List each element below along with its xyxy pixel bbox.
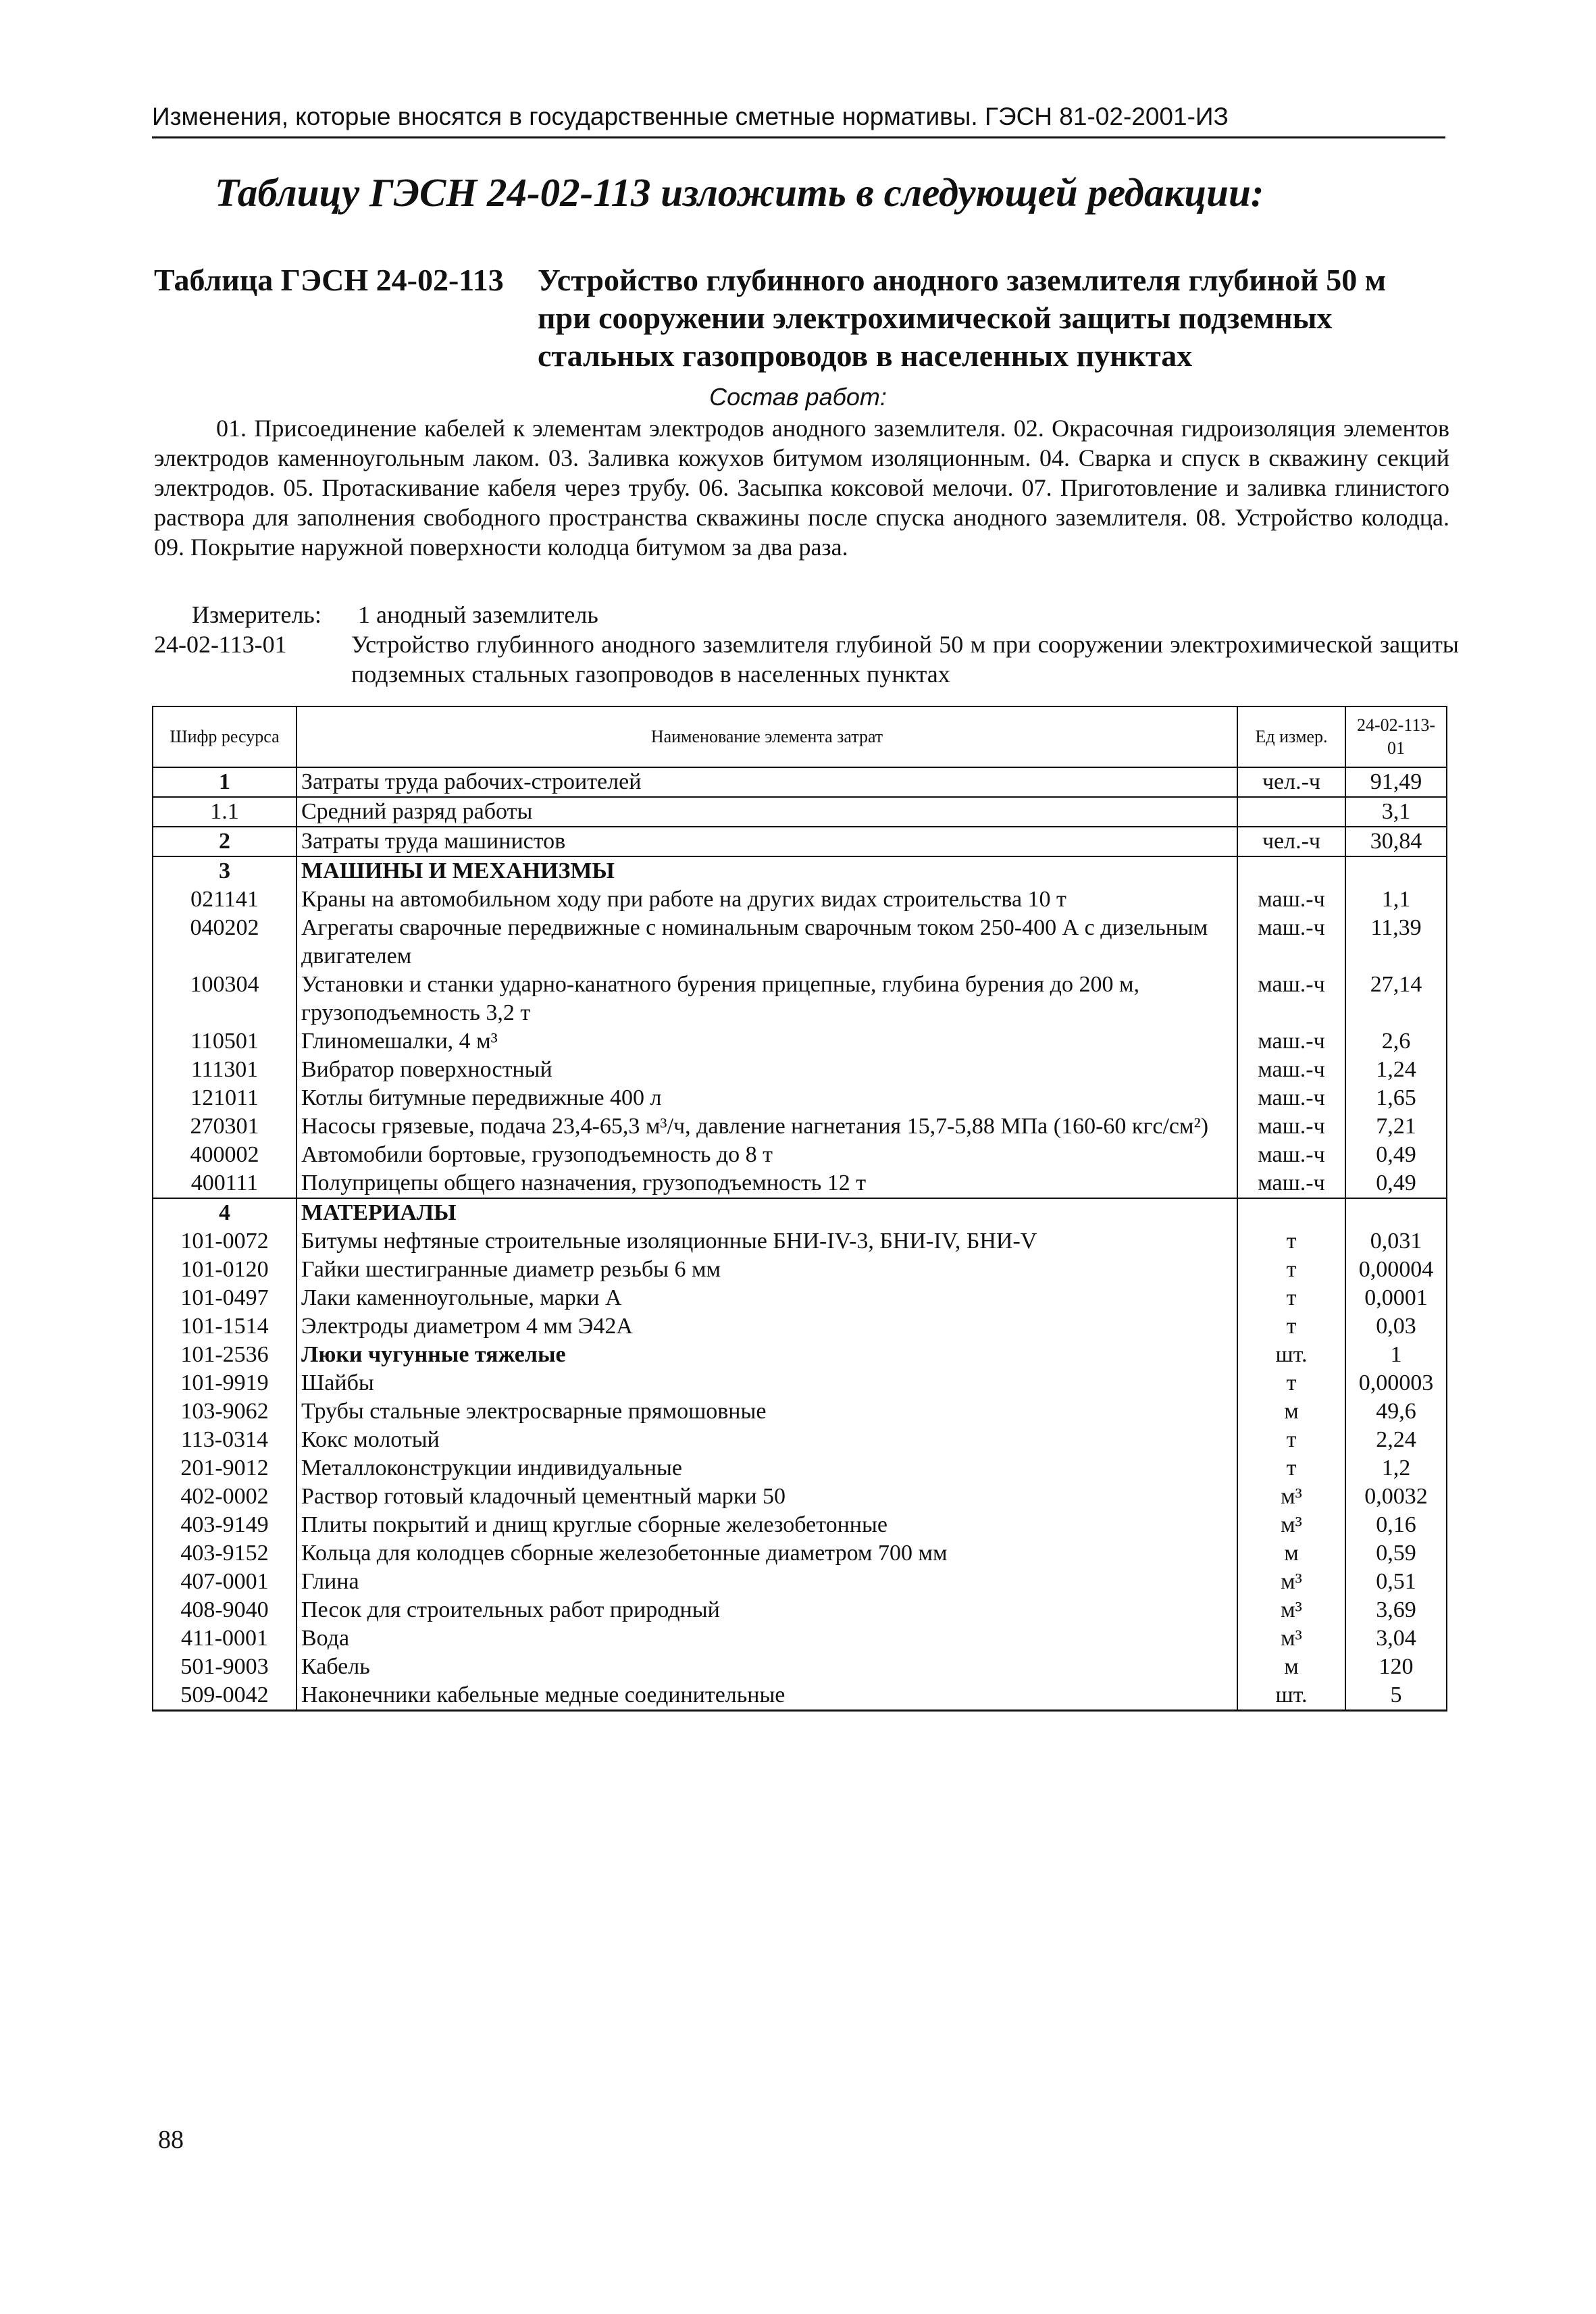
cell-value: 7,21: [1345, 1112, 1447, 1141]
table-title-text: [538, 261, 1449, 375]
cell-unit: [1237, 797, 1345, 827]
cell-unit: [1237, 856, 1345, 885]
cell-value: 0,49: [1345, 1141, 1447, 1169]
cell-unit: м³: [1237, 1596, 1345, 1624]
cell-code: 501-9003: [153, 1653, 297, 1681]
cell-code: 402-0002: [153, 1483, 297, 1511]
cell-value: 5: [1345, 1681, 1447, 1711]
cell-code: 270301: [153, 1112, 297, 1141]
table-row: [153, 1112, 1447, 1141]
cell-name: Электроды диаметром 4 мм Э42А: [297, 1312, 1237, 1341]
cell-name: Автомобили бортовые, грузоподъемность до 8 т: [297, 1141, 1237, 1169]
cell-unit: м: [1237, 1653, 1345, 1681]
cell-name: МАШИНЫ И МЕХАНИЗМЫ: [297, 856, 1237, 885]
table-row: [153, 1341, 1447, 1369]
cell-value: 1: [1345, 1341, 1447, 1369]
cell-name: Глина: [297, 1568, 1237, 1596]
cell-name: Кабель: [297, 1653, 1237, 1681]
cell-value: 1,24: [1345, 1056, 1447, 1084]
cell-unit: шт.: [1237, 1341, 1345, 1369]
cell-value: 1,1: [1345, 885, 1447, 914]
cell-name: Средний разряд работы: [297, 797, 1237, 827]
cell-value: 1,65: [1345, 1084, 1447, 1112]
cell-name: Агрегаты сварочные передвижные с номинальным сварочным током 250-400 А с дизельным двигателем: [297, 914, 1237, 971]
cell-value: 120: [1345, 1653, 1447, 1681]
cell-unit: чел.-ч: [1237, 827, 1345, 856]
amendment-heading: Таблицу ГЭСН 24-02-113 изложить в следующей редакции:: [215, 170, 1264, 215]
table-body: [153, 767, 1447, 1711]
cell-code: 411-0001: [153, 1624, 297, 1653]
cell-value: 0,49: [1345, 1169, 1447, 1198]
header-unit: Ед измер.: [1237, 706, 1345, 767]
cell-value: 27,14: [1345, 971, 1447, 1027]
cell-name: Вода: [297, 1624, 1237, 1653]
table-row: [153, 1681, 1447, 1711]
table-row: [153, 885, 1447, 914]
cell-value: 0,03: [1345, 1312, 1447, 1341]
cell-name: Краны на автомобильном ходу при работе на других видах строительства 10 т: [297, 885, 1237, 914]
table-row: [153, 1397, 1447, 1426]
cell-unit: маш.-ч: [1237, 971, 1345, 1027]
table-row: [153, 1056, 1447, 1084]
cell-unit: маш.-ч: [1237, 1112, 1345, 1141]
cell-name: Лаки каменноугольные, марки А: [297, 1284, 1237, 1312]
page-number: 88: [158, 2126, 184, 2154]
cell-code: 040202: [153, 914, 297, 971]
cell-unit: шт.: [1237, 1681, 1345, 1711]
cell-code: 201-9012: [153, 1454, 297, 1483]
cell-unit: т: [1237, 1369, 1345, 1397]
cell-value: 91,49: [1345, 767, 1447, 797]
cell-unit: маш.-ч: [1237, 1084, 1345, 1112]
table-row: [153, 1084, 1447, 1112]
header-name: Наименование элемента затрат: [297, 706, 1237, 767]
table-row: [153, 1653, 1447, 1681]
cell-code: 101-0497: [153, 1284, 297, 1312]
table-section-row: [153, 856, 1447, 885]
cell-unit: т: [1237, 1284, 1345, 1312]
cell-code: 400111: [153, 1169, 297, 1198]
cell-unit: м³: [1237, 1483, 1345, 1511]
composition-text: 01. Присоединение кабелей к элементам электродов анодного заземлителя. 02. Окрасочная гидроизоляция элементов электродов каменноугольным лаком. 03. Заливка кожухов битумом изоляционным. 04. Сварка и спуск в скважину секций электродов. 05. Протаскивание кабеля через трубу. 06. Засыпка коксовой мелочи. 07. Приготовление и заливка глинистого раствора для заполнения свободного пространства скважины после спуска анодного заземлителя. 08. Устройство колодца. 09. Покрытие наружной поверхности колодца битумом за два раза.: [154, 415, 1449, 561]
table-title-label: Таблица ГЭСН 24-02-113: [154, 263, 504, 297]
cell-unit: м: [1237, 1397, 1345, 1426]
cell-name: Котлы битумные передвижные 400 л: [297, 1084, 1237, 1112]
cell-unit: маш.-ч: [1237, 885, 1345, 914]
cell-unit: маш.-ч: [1237, 1027, 1345, 1056]
table-row: [153, 1511, 1447, 1539]
cell-code: 101-9919: [153, 1369, 297, 1397]
cell-unit: [1237, 1198, 1345, 1227]
table-title-line: стальных газопроводов в населенных пунктах: [538, 338, 1193, 373]
table-row: [153, 1027, 1447, 1056]
cell-name: Гайки шестигранные диаметр резьбы 6 мм: [297, 1256, 1237, 1284]
table-section-row: [153, 1198, 1447, 1227]
table-title-line: Устройство глубинного анодного заземлителя глубиной 50 м: [538, 263, 1387, 297]
table-row: [153, 1169, 1447, 1198]
cell-value: [1345, 856, 1447, 885]
header-code: Шифр ресурса: [153, 706, 297, 767]
cell-unit: м³: [1237, 1624, 1345, 1653]
cell-value: 2,6: [1345, 1027, 1447, 1056]
cell-name: Металлоконструкции индивидуальные: [297, 1454, 1237, 1483]
cell-code: 3: [153, 856, 297, 885]
cell-code: 101-0072: [153, 1227, 297, 1256]
cell-name: Песок для строительных работ природный: [297, 1596, 1237, 1624]
table-row: [153, 1369, 1447, 1397]
cell-unit: т: [1237, 1454, 1345, 1483]
cell-code: 4: [153, 1198, 297, 1227]
cell-name: Битумы нефтяные строительные изоляционные БНИ-IV-3, БНИ-IV, БНИ-V: [297, 1227, 1237, 1256]
cell-code: 403-9149: [153, 1511, 297, 1539]
table-title-line: при сооружении электрохимической защиты подземных: [538, 301, 1333, 335]
table-row: [153, 1483, 1447, 1511]
cell-unit: маш.-ч: [1237, 1056, 1345, 1084]
cell-unit: т: [1237, 1227, 1345, 1256]
table-row: [153, 1284, 1447, 1312]
running-header: Изменения, которые вносятся в государственные сметные нормативы. ГЭСН 81-02-2001-ИЗ: [152, 103, 1229, 130]
meter-label: Измеритель:: [192, 601, 321, 628]
cell-unit: м: [1237, 1539, 1345, 1568]
cell-value: 0,59: [1345, 1539, 1447, 1568]
cell-code: 110501: [153, 1027, 297, 1056]
table-row: [153, 1426, 1447, 1454]
norm-description: Устройство глубинного анодного заземлителя глубиной 50 м при сооружении электрохимической защиты подземных стальных газопроводов в населенных пунктах: [351, 631, 1459, 688]
cell-value: [1345, 1198, 1447, 1227]
table-row: [153, 1141, 1447, 1169]
cell-unit: м³: [1237, 1568, 1345, 1596]
cell-name: Кольца для колодцев сборные железобетонные диаметром 700 мм: [297, 1539, 1237, 1568]
cell-name: Глиномешалки, 4 м³: [297, 1027, 1237, 1056]
table-header-row: [153, 706, 1447, 767]
table-row: [153, 1568, 1447, 1596]
cell-code: 101-2536: [153, 1341, 297, 1369]
table-row: [153, 914, 1447, 971]
table-row: [153, 1539, 1447, 1568]
table-row: [153, 827, 1447, 856]
cell-value: 3,1: [1345, 797, 1447, 827]
table-row: [153, 971, 1447, 1027]
cell-code: 403-9152: [153, 1539, 297, 1568]
cell-unit: маш.-ч: [1237, 914, 1345, 971]
table-row: [153, 1256, 1447, 1284]
cell-value: 2,24: [1345, 1426, 1447, 1454]
cell-value: 30,84: [1345, 827, 1447, 856]
table-row: [153, 1624, 1447, 1653]
cell-value: 3,69: [1345, 1596, 1447, 1624]
cell-code: 113-0314: [153, 1426, 297, 1454]
header-norm: 24-02-113-01: [1345, 706, 1447, 767]
cell-name: Насосы грязевые, подача 23,4-65,3 м³/ч, давление нагнетания 15,7-5,88 МПа (160-60 кгс/см²): [297, 1112, 1237, 1141]
cell-code: 400002: [153, 1141, 297, 1169]
cell-value: 0,51: [1345, 1568, 1447, 1596]
cell-name: Люки чугунные тяжелые: [297, 1341, 1237, 1369]
cell-code: 1.1: [153, 797, 297, 827]
cell-name: Вибратор поверхностный: [297, 1056, 1237, 1084]
table-row: [153, 1596, 1447, 1624]
resource-table: [152, 706, 1447, 1712]
cell-code: 2: [153, 827, 297, 856]
cell-value: 0,0032: [1345, 1483, 1447, 1511]
cell-unit: т: [1237, 1312, 1345, 1341]
cell-value: 0,031: [1345, 1227, 1447, 1256]
cell-value: 3,04: [1345, 1624, 1447, 1653]
cell-name: Трубы стальные электросварные прямошовные: [297, 1397, 1237, 1426]
cell-unit: маш.-ч: [1237, 1169, 1345, 1198]
header-rule: [152, 136, 1445, 138]
meter-value: 1 анодный заземлитель: [358, 601, 598, 628]
table-row: [153, 767, 1447, 797]
cell-value: 49,6: [1345, 1397, 1447, 1426]
table-row: [153, 797, 1447, 827]
cell-name: Полуприцепы общего назначения, грузоподъемность 12 т: [297, 1169, 1237, 1198]
table-row: [153, 1227, 1447, 1256]
cell-code: 021141: [153, 885, 297, 914]
cell-name: Шайбы: [297, 1369, 1237, 1397]
cell-value: 1,2: [1345, 1454, 1447, 1483]
cell-unit: чел.-ч: [1237, 767, 1345, 797]
cell-code: 101-1514: [153, 1312, 297, 1341]
cell-name: Кокс молотый: [297, 1426, 1237, 1454]
cell-code: 1: [153, 767, 297, 797]
cell-code: 103-9062: [153, 1397, 297, 1426]
cell-name: Плиты покрытий и днищ круглые сборные железобетонные: [297, 1511, 1237, 1539]
table-row: [153, 1312, 1447, 1341]
cell-code: 111301: [153, 1056, 297, 1084]
cell-unit: т: [1237, 1256, 1345, 1284]
cell-value: 0,0001: [1345, 1284, 1447, 1312]
cell-code: 101-0120: [153, 1256, 297, 1284]
cell-name: Затраты труда рабочих-строителей: [297, 767, 1237, 797]
cell-code: 407-0001: [153, 1568, 297, 1596]
cell-code: 408-9040: [153, 1596, 297, 1624]
table-row: [153, 1454, 1447, 1483]
composition-heading: Состав работ:: [709, 383, 887, 411]
cell-value: 0,00003: [1345, 1369, 1447, 1397]
cell-unit: м³: [1237, 1511, 1345, 1539]
cell-unit: маш.-ч: [1237, 1141, 1345, 1169]
cell-value: 0,00004: [1345, 1256, 1447, 1284]
cell-code: 100304: [153, 971, 297, 1027]
cell-name: МАТЕРИАЛЫ: [297, 1198, 1237, 1227]
cell-name: Раствор готовый кладочный цементный марки 50: [297, 1483, 1237, 1511]
norm-code: 24-02-113-01: [154, 631, 287, 658]
cell-unit: т: [1237, 1426, 1345, 1454]
cell-name: Затраты труда машинистов: [297, 827, 1237, 856]
cell-name: Наконечники кабельные медные соединительные: [297, 1681, 1237, 1711]
cell-code: 121011: [153, 1084, 297, 1112]
cell-value: 11,39: [1345, 914, 1447, 971]
cell-name: Установки и станки ударно-канатного бурения прицепные, глубина бурения до 200 м, грузоподъемность 3,2 т: [297, 971, 1237, 1027]
cell-code: 509-0042: [153, 1681, 297, 1711]
cell-value: 0,16: [1345, 1511, 1447, 1539]
